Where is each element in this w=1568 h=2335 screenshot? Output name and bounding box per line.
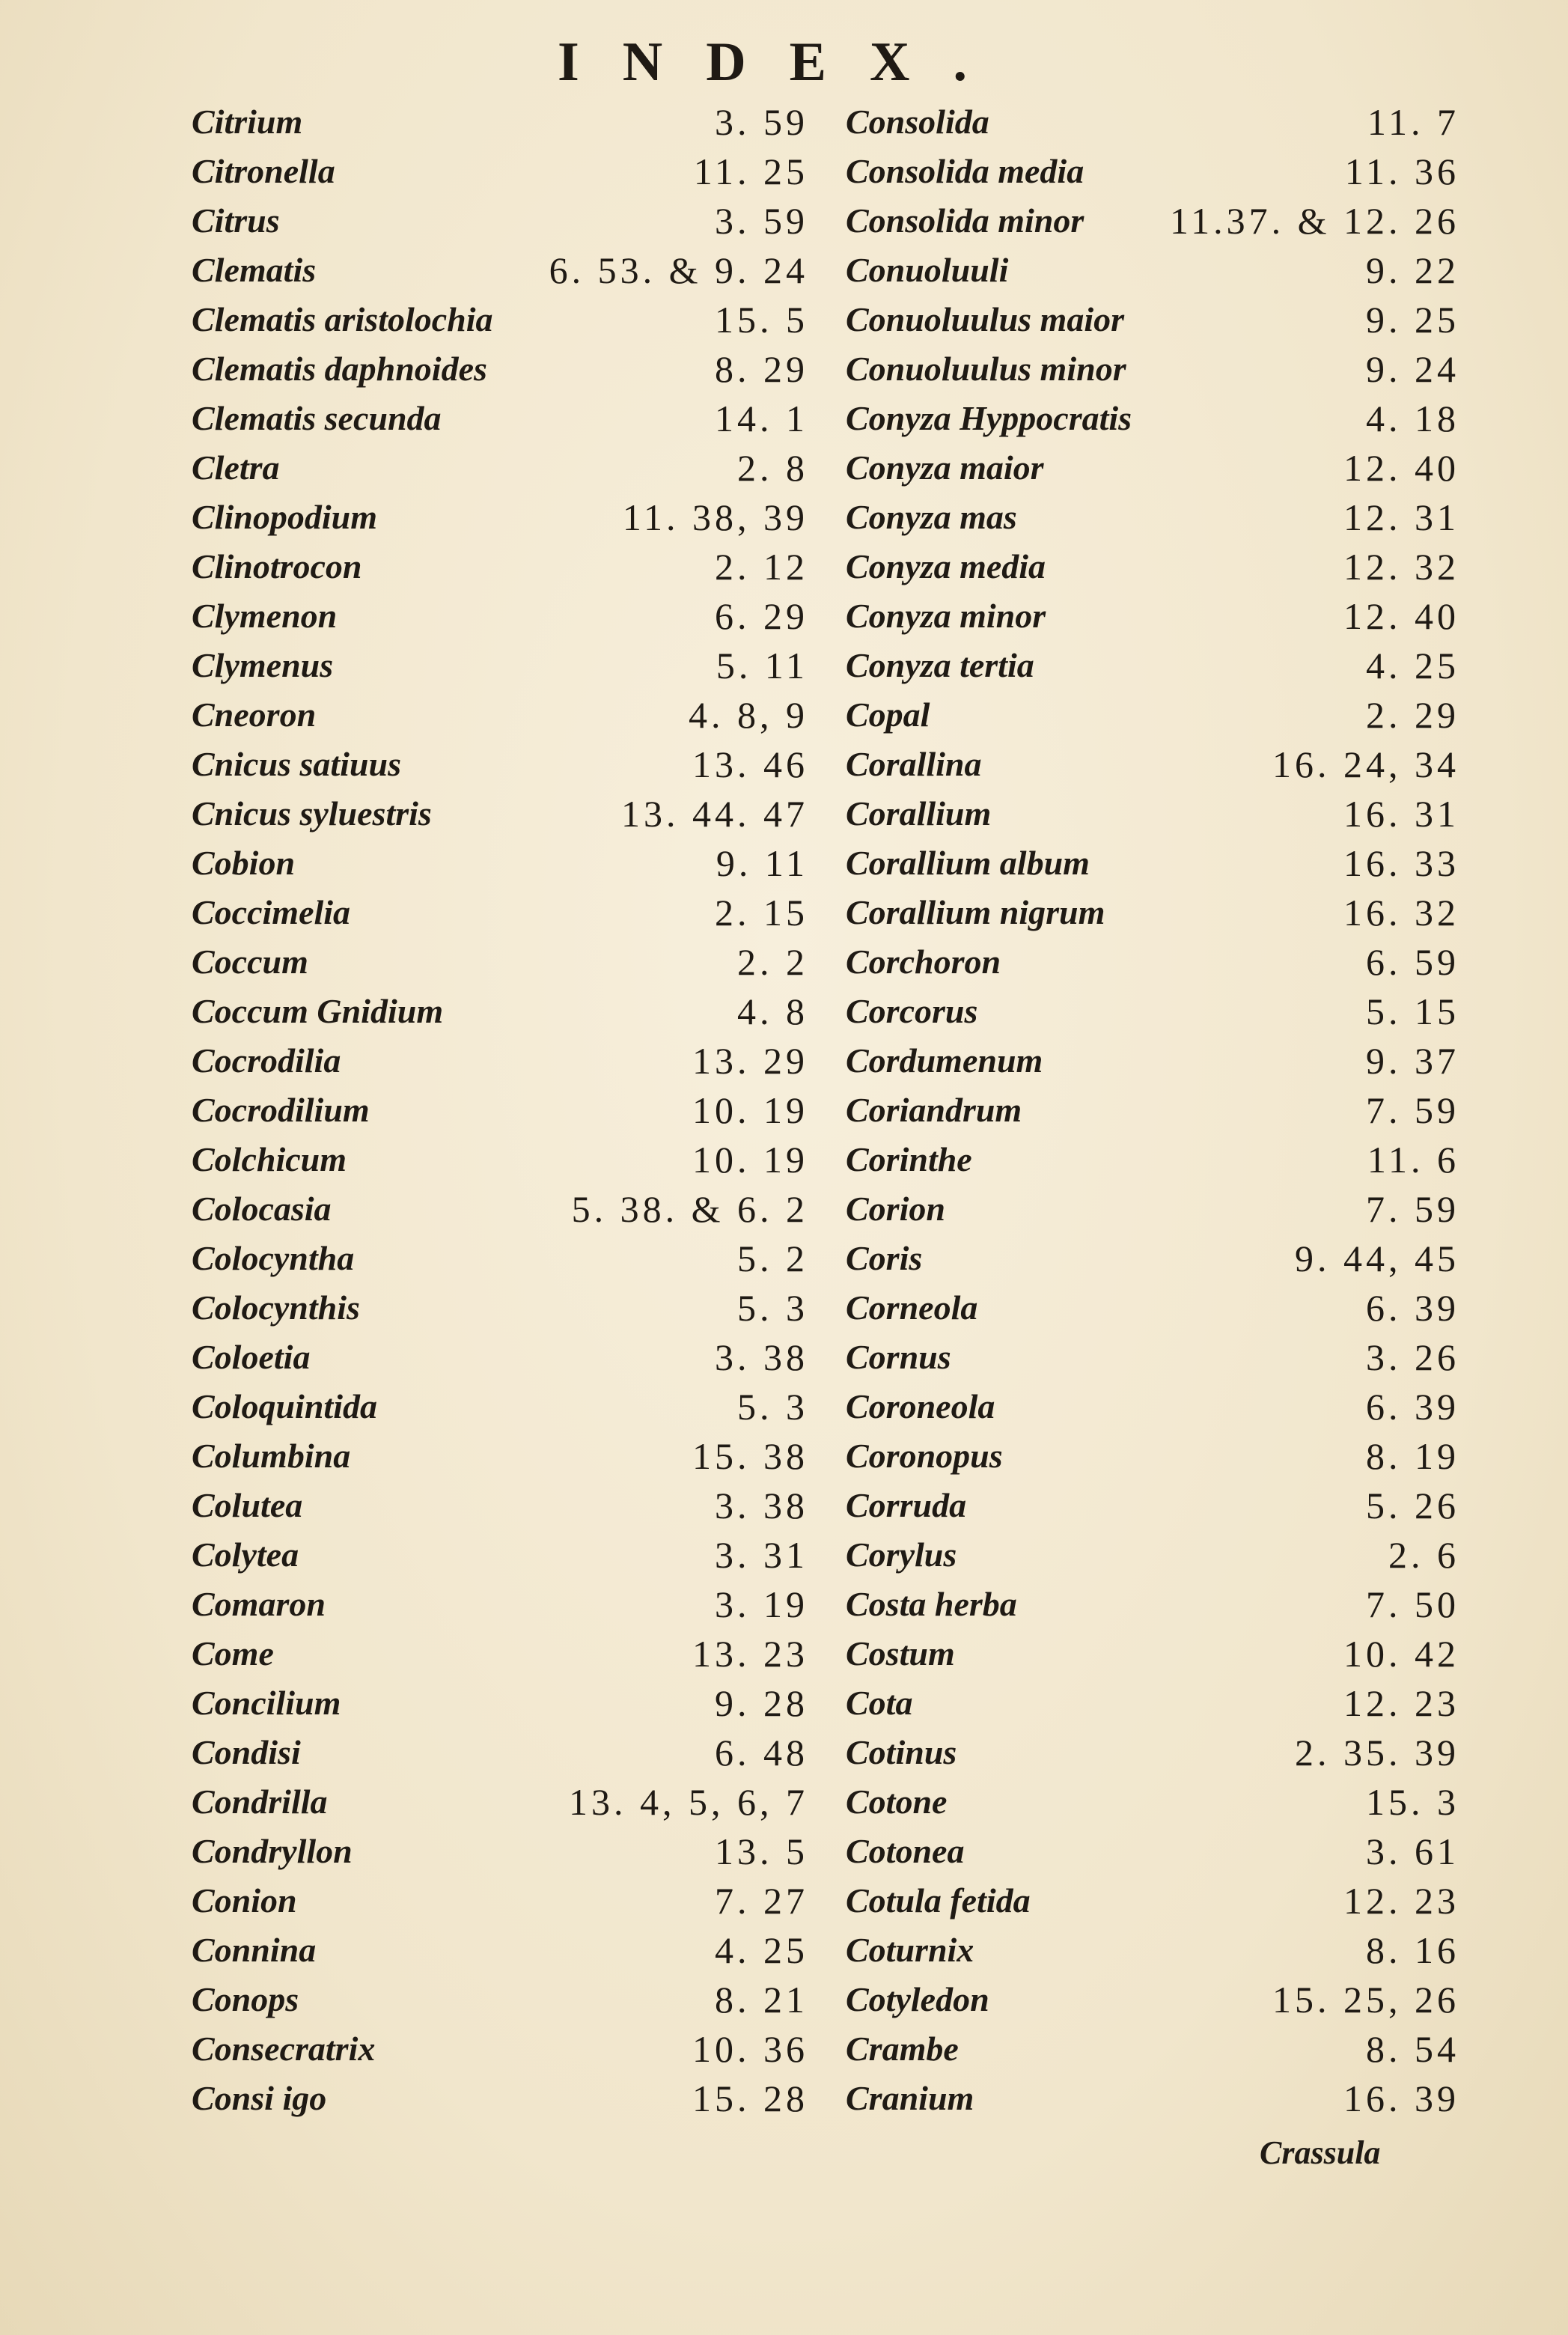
index-page-reference: 6. 48 <box>715 1732 808 1774</box>
index-term: Connina <box>192 1931 317 1969</box>
index-entry <box>846 1234 1459 1283</box>
index-term: Cranium <box>846 2079 974 2117</box>
index-entry <box>192 344 808 394</box>
index-term: Conyza minor <box>846 597 1046 635</box>
index-entry <box>846 394 1459 443</box>
index-entry <box>192 1086 808 1135</box>
index-term: Colchicum <box>192 1140 347 1178</box>
index-page-reference: 15. 3 <box>1366 1781 1459 1823</box>
index-page-reference: 12. 23 <box>1343 1880 1459 1922</box>
page-title: INDEX. <box>558 31 1010 93</box>
index-entry <box>846 1629 1459 1678</box>
index-term: Corallium <box>846 794 992 832</box>
index-term: Clematis secunda <box>192 399 442 437</box>
index-entry <box>846 1728 1459 1777</box>
index-term: Corchoron <box>846 943 1001 981</box>
index-page-reference: 5. 2 <box>737 1237 808 1279</box>
index-page-reference: 11. 6 <box>1367 1139 1459 1181</box>
index-page-reference: 2. 2 <box>737 941 808 983</box>
index-term: Corinthe <box>846 1140 972 1178</box>
index-page-reference: 9. 44, 45 <box>1295 1237 1459 1279</box>
index-entry <box>846 888 1459 937</box>
index-page-reference: 14. 1 <box>715 398 808 439</box>
index-term: Coccimelia <box>192 893 351 931</box>
index-page-reference: 2. 35. 39 <box>1295 1732 1459 1774</box>
index-entry <box>192 888 808 937</box>
index-term: Corruda <box>846 1486 967 1524</box>
index-term: Cordumenum <box>846 1041 1043 1080</box>
index-entry <box>846 1678 1459 1728</box>
index-term: Coris <box>846 1239 923 1277</box>
index-page-reference: 12. 40 <box>1343 447 1459 489</box>
index-term: Coturnix <box>846 1931 974 1969</box>
index-entry <box>846 196 1459 246</box>
index-term: Coriandrum <box>846 1091 1022 1129</box>
index-term: Conyza tertia <box>846 646 1034 684</box>
index-column-right <box>846 97 1459 2123</box>
index-term: Condrilla <box>192 1783 328 1821</box>
index-page-reference: 11.37. & 12. 26 <box>1169 200 1459 242</box>
index-term: Corion <box>846 1190 945 1228</box>
index-entry <box>846 937 1459 987</box>
index-page-reference: 10. 36 <box>692 2028 808 2070</box>
index-entry <box>846 295 1459 344</box>
index-entry <box>192 591 808 641</box>
index-entry <box>846 1481 1459 1530</box>
index-page-reference: 13. 5 <box>715 1830 808 1872</box>
index-entry <box>192 1580 808 1629</box>
index-page-reference: 16. 32 <box>1343 892 1459 934</box>
index-entry <box>192 740 808 789</box>
index-term: Clematis aristolochia <box>192 300 493 338</box>
index-entry <box>846 1975 1459 2024</box>
index-page-reference: 2. 8 <box>737 447 808 489</box>
index-term: Coccum <box>192 943 308 981</box>
catchword: Crassula <box>1260 2134 1381 2171</box>
index-term: Cobion <box>192 844 296 882</box>
index-entry <box>846 591 1459 641</box>
index-page-reference: 16. 39 <box>1343 2077 1459 2119</box>
index-page-reference: 11. 38, 39 <box>622 496 808 538</box>
index-entry <box>846 1431 1459 1481</box>
index-term: Clymenus <box>192 646 334 684</box>
index-term: Coronopus <box>846 1437 1003 1475</box>
index-entry <box>192 1135 808 1184</box>
index-term: Comaron <box>192 1585 326 1623</box>
index-term: Colocasia <box>192 1190 332 1228</box>
index-entry <box>192 1975 808 2024</box>
index-entry <box>192 1333 808 1382</box>
index-term: Come <box>192 1634 274 1672</box>
index-page-reference: 7. 59 <box>1366 1188 1459 1230</box>
index-term: Cornus <box>846 1338 951 1376</box>
index-page-reference: 12. 31 <box>1343 496 1459 538</box>
index-entry <box>192 493 808 542</box>
index-term: Conops <box>192 1980 299 2018</box>
index-page-reference: 5. 3 <box>737 1386 808 1428</box>
index-entry <box>846 2024 1459 2074</box>
index-term: Cnicus satiuus <box>192 745 401 783</box>
index-term: Cotone <box>846 1783 948 1821</box>
index-page-reference: 5. 38. & 6. 2 <box>571 1188 808 1230</box>
index-entry <box>846 1382 1459 1431</box>
index-entry <box>846 1036 1459 1086</box>
index-term: Conyza media <box>846 547 1046 585</box>
index-entry <box>846 987 1459 1036</box>
index-page-reference: 3. 61 <box>1366 1830 1459 1872</box>
index-page-reference: 10. 42 <box>1343 1633 1459 1675</box>
index-term: Consolida <box>846 103 989 141</box>
index-page-reference: 3. 59 <box>715 200 808 242</box>
index-entry <box>192 246 808 295</box>
index-term: Corallina <box>846 745 982 783</box>
index-entry <box>192 1530 808 1580</box>
index-page-reference: 11. 36 <box>1344 150 1459 192</box>
index-page-reference: 13. 4, 5, 6, 7 <box>569 1781 808 1823</box>
index-page-reference: 9. 24 <box>1366 348 1459 390</box>
index-page-reference: 2. 29 <box>1366 694 1459 736</box>
index-term: Consolida media <box>846 152 1085 190</box>
index-term: Condryllon <box>192 1832 353 1870</box>
index-term: Clinotrocon <box>192 547 362 585</box>
index-page-reference: 12. 32 <box>1343 546 1459 588</box>
index-term: Conyza mas <box>846 498 1017 536</box>
index-entry <box>846 493 1459 542</box>
index-term: Coccum Gnidium <box>192 992 444 1030</box>
index-term: Clymenon <box>192 597 338 635</box>
index-entry <box>846 1925 1459 1975</box>
index-entry <box>192 1481 808 1530</box>
index-term: Cotinus <box>846 1733 957 1771</box>
index-term: Crambe <box>846 2030 959 2068</box>
index-term: Citrium <box>192 103 303 141</box>
index-entry <box>192 1876 808 1925</box>
index-page-reference: 8. 16 <box>1366 1929 1459 1971</box>
index-entry <box>846 740 1459 789</box>
index-term: Cota <box>846 1684 913 1722</box>
index-entry <box>846 690 1459 740</box>
index-entry <box>192 1728 808 1777</box>
index-term: Corneola <box>846 1288 978 1327</box>
index-entry <box>846 344 1459 394</box>
index-term: Cotula fetida <box>846 1881 1031 1920</box>
index-term: Coloetia <box>192 1338 311 1376</box>
index-term: Colocynthis <box>192 1288 360 1327</box>
index-page-reference: 8. 21 <box>715 1979 808 2021</box>
index-entry <box>846 1876 1459 1925</box>
index-page-reference: 4. 25 <box>1366 645 1459 687</box>
index-term: Consolida minor <box>846 201 1085 240</box>
index-term: Corcorus <box>846 992 978 1030</box>
index-term: Concilium <box>192 1684 341 1722</box>
index-entry <box>192 196 808 246</box>
index-page-reference: 15. 5 <box>715 299 808 341</box>
index-term: Cocrodilium <box>192 1091 370 1129</box>
index-entry <box>192 147 808 196</box>
index-page-reference: 12. 40 <box>1343 595 1459 637</box>
index-page-reference: 15. 38 <box>692 1435 808 1477</box>
index-page-reference: 3. 31 <box>715 1534 808 1576</box>
index-page-reference: 4. 18 <box>1366 398 1459 439</box>
index-page-reference: 5. 15 <box>1366 990 1459 1032</box>
index-term: Clematis daphnoides <box>192 350 487 388</box>
index-page-reference: 5. 11 <box>716 645 808 687</box>
index-entry <box>846 246 1459 295</box>
index-term: Costum <box>846 1634 955 1672</box>
index-term: Consecratrix <box>192 2030 376 2068</box>
index-page-reference: 11. 25 <box>693 150 808 192</box>
index-page-reference: 5. 26 <box>1366 1485 1459 1526</box>
index-page-reference: 4. 8, 9 <box>689 694 808 736</box>
index-entry <box>846 443 1459 493</box>
index-term: Conyza maior <box>846 448 1044 487</box>
index-page-reference: 13. 29 <box>692 1040 808 1082</box>
index-entry <box>192 1777 808 1827</box>
index-page-reference: 2. 6 <box>1388 1534 1459 1576</box>
index-entry <box>846 1530 1459 1580</box>
index-page-reference: 7. 50 <box>1366 1583 1459 1625</box>
index-entry <box>846 1283 1459 1333</box>
index-term: Conuoluuli <box>846 251 1009 289</box>
index-term: Condisi <box>192 1733 301 1771</box>
index-page-reference: 6. 59 <box>1366 941 1459 983</box>
index-entry <box>846 542 1459 591</box>
index-page-reference: 16. 31 <box>1343 793 1459 835</box>
index-term: Corallium album <box>846 844 1090 882</box>
index-entry <box>192 1234 808 1283</box>
index-page-reference: 8. 19 <box>1366 1435 1459 1477</box>
index-term: Clinopodium <box>192 498 377 536</box>
index-entry <box>192 1925 808 1975</box>
index-entry <box>192 1283 808 1333</box>
index-entry <box>192 1629 808 1678</box>
index-term: Costa herba <box>846 1585 1017 1623</box>
index-term: Colocyntha <box>192 1239 355 1277</box>
index-entry <box>192 1036 808 1086</box>
index-term: Coroneola <box>846 1387 995 1425</box>
index-entry <box>192 2074 808 2123</box>
index-term: Clematis <box>192 251 317 289</box>
index-term: Cotyledon <box>846 1980 989 2018</box>
index-term: Conuoluulus maior <box>846 300 1125 338</box>
index-page-reference: 9. 11 <box>716 842 808 884</box>
index-entry <box>192 690 808 740</box>
index-entry <box>192 838 808 888</box>
index-entry <box>846 1777 1459 1827</box>
index-page-reference: 8. 54 <box>1366 2028 1459 2070</box>
index-term: Cletra <box>192 448 280 487</box>
index-page-reference: 2. 15 <box>715 892 808 934</box>
index-page-reference: 6. 53. & 9. 24 <box>549 249 808 291</box>
index-term: Copal <box>846 695 930 734</box>
index-page-reference: 5. 3 <box>737 1287 808 1329</box>
index-page-reference: 13. 44. 47 <box>621 793 808 835</box>
index-term: Colytea <box>192 1535 299 1574</box>
index-page-reference: 16. 33 <box>1343 842 1459 884</box>
index-term: Cneoron <box>192 695 317 734</box>
index-term: Citrus <box>192 201 280 240</box>
index-page-reference: 9. 37 <box>1366 1040 1459 1082</box>
index-page-reference: 6. 39 <box>1366 1386 1459 1428</box>
index-entry <box>192 295 808 344</box>
index-entry <box>192 97 808 147</box>
index-entry <box>192 1827 808 1876</box>
index-entry <box>846 838 1459 888</box>
index-page-reference: 3. 26 <box>1366 1336 1459 1378</box>
index-page-reference: 3. 59 <box>715 101 808 143</box>
index-page-reference: 15. 25, 26 <box>1272 1979 1459 2021</box>
index-entry <box>192 1431 808 1481</box>
index-page-reference: 7. 27 <box>715 1880 808 1922</box>
index-page-reference: 2. 12 <box>715 546 808 588</box>
index-entry <box>192 542 808 591</box>
index-page-reference: 15. 28 <box>692 2077 808 2119</box>
index-entry <box>846 147 1459 196</box>
index-term: Consi igo <box>192 2079 327 2117</box>
index-term: Columbina <box>192 1437 351 1475</box>
index-page-reference: 6. 29 <box>715 595 808 637</box>
index-page-reference: 9. 28 <box>715 1682 808 1724</box>
index-term: Colutea <box>192 1486 303 1524</box>
index-entry <box>192 1382 808 1431</box>
index-entry <box>846 1135 1459 1184</box>
index-page-reference: 8. 29 <box>715 348 808 390</box>
index-page-reference: 9. 25 <box>1366 299 1459 341</box>
index-page-reference: 6. 39 <box>1366 1287 1459 1329</box>
index-entry <box>846 789 1459 838</box>
index-term: Corallium nigrum <box>846 893 1105 931</box>
index-term: Conyza Hyppocratis <box>846 399 1132 437</box>
index-term: Cocrodilia <box>192 1041 341 1080</box>
index-entry <box>192 2024 808 2074</box>
index-entry <box>846 1827 1459 1876</box>
index-page-reference: 13. 46 <box>692 743 808 785</box>
index-entry <box>192 1184 808 1234</box>
index-entry <box>846 641 1459 690</box>
index-entry <box>192 394 808 443</box>
index-column-left <box>192 97 808 2123</box>
index-entry <box>192 789 808 838</box>
index-entry <box>846 1580 1459 1629</box>
index-entry <box>192 937 808 987</box>
index-entry <box>846 1086 1459 1135</box>
index-page-reference: 13. 23 <box>692 1633 808 1675</box>
index-entry <box>846 1333 1459 1382</box>
index-term: Corylus <box>846 1535 957 1574</box>
index-entry <box>846 2074 1459 2123</box>
index-page-reference: 3. 38 <box>715 1336 808 1378</box>
index-term: Coloquintida <box>192 1387 377 1425</box>
index-page-reference: 10. 19 <box>692 1139 808 1181</box>
index-page-reference: 12. 23 <box>1343 1682 1459 1724</box>
index-term: Citronella <box>192 152 335 190</box>
index-page-reference: 11. 7 <box>1367 101 1459 143</box>
index-term: Conion <box>192 1881 297 1920</box>
index-page-reference: 4. 8 <box>737 990 808 1032</box>
index-entry <box>192 987 808 1036</box>
index-page-reference: 7. 59 <box>1366 1089 1459 1131</box>
index-page-reference: 4. 25 <box>715 1929 808 1971</box>
index-entry <box>846 1184 1459 1234</box>
index-entry <box>846 97 1459 147</box>
index-page-reference: 16. 24, 34 <box>1272 743 1459 785</box>
index-page-reference: 3. 38 <box>715 1485 808 1526</box>
index-page-reference: 9. 22 <box>1366 249 1459 291</box>
index-entry <box>192 1678 808 1728</box>
index-term: Cotonea <box>846 1832 965 1870</box>
index-page-reference: 3. 19 <box>715 1583 808 1625</box>
index-entry <box>192 443 808 493</box>
index-term: Cnicus syluestris <box>192 794 432 832</box>
index-entry <box>192 641 808 690</box>
index-term: Conuoluulus minor <box>846 350 1126 388</box>
index-page-reference: 10. 19 <box>692 1089 808 1131</box>
